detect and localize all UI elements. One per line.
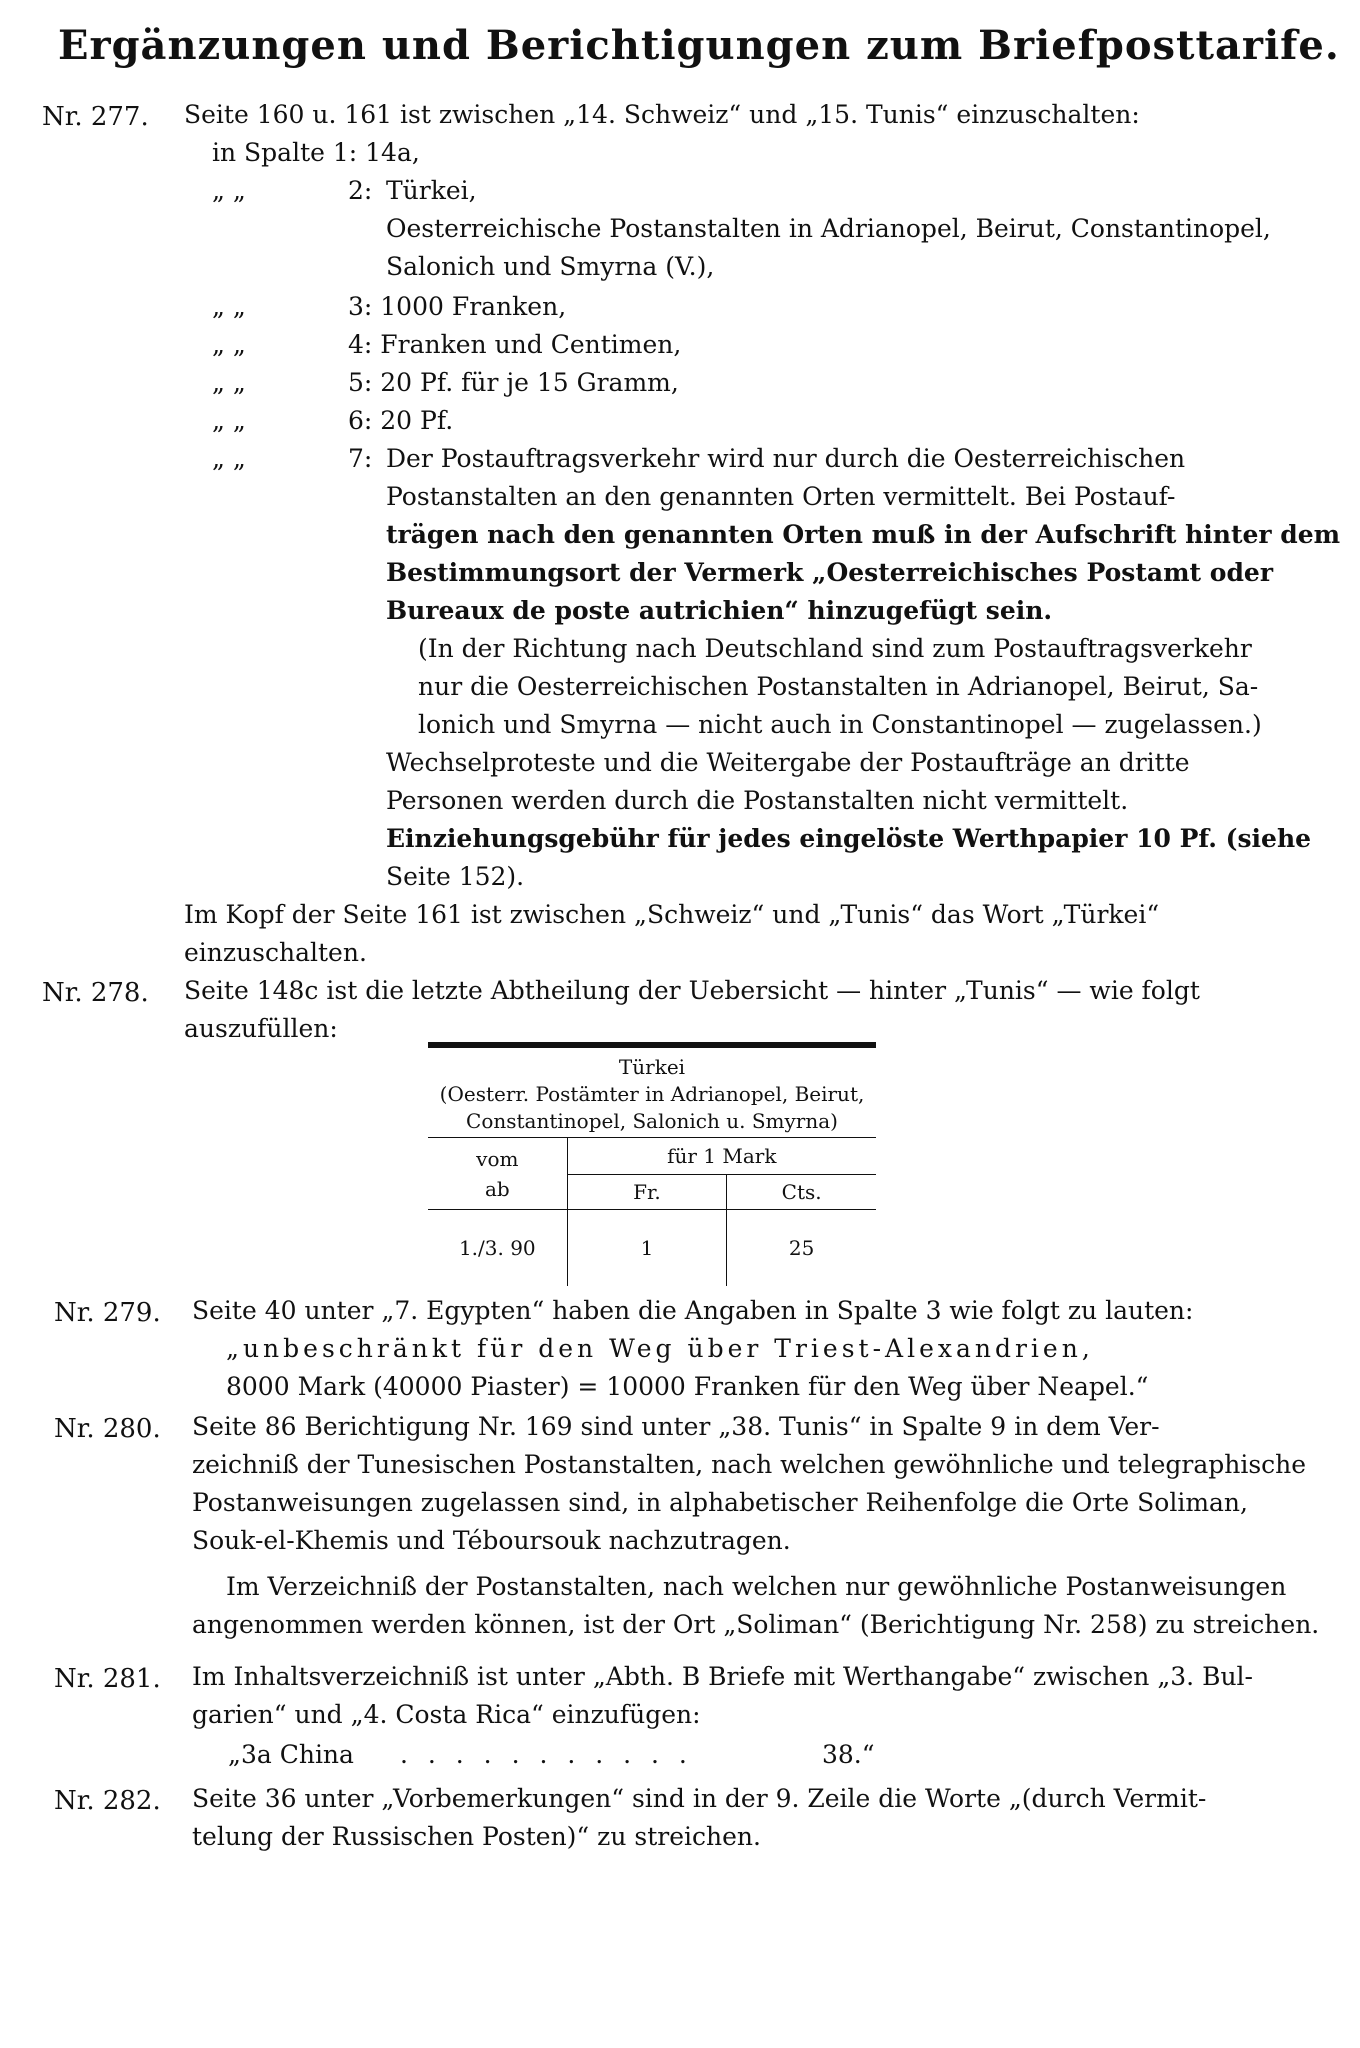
entry-number-277: Nr. 277.: [42, 102, 149, 132]
ditto-mark: „ „: [212, 444, 246, 473]
entry-277-column-2-label: 2:: [348, 176, 373, 205]
entry-280-line: Seite 86 Berichtigung Nr. 169 sind unter „38. Tunis“ in Spalte 9 in dem Ver-: [192, 1412, 1160, 1441]
table-header-note: Constantinopel, Salonich u. Smyrna): [466, 1109, 838, 1133]
entry-277-column-7-line: (In der Richtung nach Deutschland sind zum Postauftragsverkehr: [418, 634, 1252, 663]
entry-277-column-7-line: Bureaux de poste autrichien“ hinzugefügt sein.: [386, 596, 1053, 625]
entry-277-column-7-line: Der Postauftragsverkehr wird nur durch die Oesterreichischen: [386, 444, 1186, 473]
entry-280-line: Postanweisungen zugelassen sind, in alphabetischer Reihenfolge die Orte Soliman,: [192, 1488, 1248, 1517]
entry-281-page-number: 38.“: [822, 1740, 875, 1769]
ditto-mark: „ „: [212, 368, 246, 397]
entry-281-line: Im Inhaltsverzeichniß ist unter „Abth. B Briefe mit Werthangabe“ zwischen „3. Bul-: [192, 1662, 1253, 1691]
entry-279-line: Seite 40 unter „7. Egypten“ haben die Angaben in Spalte 3 wie folgt zu lauten:: [192, 1296, 1194, 1325]
entry-277-column-7-line: Bestimmungsort der Vermerk „Oesterreichisches Postamt oder: [386, 558, 1274, 587]
entry-277-column-7-line: Postanstalten an den genannten Orten vermittelt. Bei Postauf-: [386, 482, 1176, 511]
table-vom-ab-cell: [428, 1138, 567, 1210]
entry-number-278: Nr. 278.: [42, 978, 149, 1008]
entry-277-column-7-label: 7:: [348, 444, 373, 473]
entry-277-intro: Seite 160 u. 161 ist zwischen „14. Schweiz“ und „15. Tunis“ einzuschalten:: [184, 100, 1140, 129]
table-header-cell: [428, 1045, 876, 1138]
entry-277-column-1: in Spalte 1: 14a,: [212, 138, 420, 167]
entry-281-line: garien“ und „4. Costa Rica“ einzufügen:: [192, 1700, 701, 1729]
table-date-value: 1./3. 90: [458, 1236, 536, 1260]
entry-277-column-7-line: Personen werden durch die Postanstalten nicht vermittelt.: [386, 786, 1129, 815]
entry-number-279: Nr. 279.: [54, 1298, 161, 1328]
entry-277-column-7-line: trägen nach den genannten Orten muß in der Aufschrift hinter dem: [386, 520, 1341, 549]
entry-number-282: Nr. 282.: [54, 1786, 161, 1816]
table-francs-value: 1: [567, 1210, 727, 1287]
entry-277-column-7-line: Seite 152).: [386, 862, 525, 891]
ditto-mark: „ „: [212, 176, 246, 205]
table-label-centimes: Cts.: [727, 1175, 876, 1210]
ditto-mark: „ „: [212, 330, 246, 359]
entry-280-line: angenommen werden können, ist der Ort „Soliman“ (Berichtigung Nr. 258) zu streichen.: [192, 1610, 1320, 1639]
entry-277-column-2-line-2: Oesterreichische Postanstalten in Adrianopel, Beirut, Constantinopel,: [386, 214, 1271, 243]
entry-number-280: Nr. 280.: [54, 1414, 161, 1444]
entry-277-column-4: 4: Franken und Centimen,: [348, 330, 682, 359]
entry-277-column-7-line: nur die Oesterreichischen Postanstalten in Adrianopel, Beirut, Sa-: [418, 672, 1259, 701]
entry-281-dot-leader: . . . . . . . . . . .: [400, 1740, 693, 1769]
entry-277-column-7-line: Einziehungsgebühr für jedes eingelöste Werthpapier 10 Pf. (siehe: [386, 824, 1312, 853]
entry-279-line: „unbeschränkt für den Weg über Triest-Alexandrien,: [226, 1334, 1094, 1363]
entry-277-column-2-line-3: Salonich und Smyrna (V.),: [386, 252, 715, 281]
entry-277-kopf-line: Im Kopf der Seite 161 ist zwischen „Schweiz“ und „Tunis“ das Wort „Türkei“: [184, 900, 1160, 929]
entry-278-line: Seite 148c ist die letzte Abtheilung der Uebersicht — hinter „Tunis“ — wie folgt: [184, 976, 1200, 1005]
page-title: Ergänzungen und Berichtigungen zum Briefposttarife.: [58, 22, 1340, 69]
entry-278-line: auszufüllen:: [184, 1014, 338, 1043]
entry-280-line: Souk-el-Khemis und Téboursouk nachzutragen.: [192, 1526, 791, 1555]
table-label-ab: ab: [484, 1176, 510, 1201]
ditto-mark: „ „: [212, 406, 246, 435]
entry-277-column-7-line: Wechselproteste und die Weitergabe der Postaufträge an dritte: [386, 748, 1190, 777]
entry-280-line: zeichniß der Tunesischen Postanstalten, nach welchen gewöhnliche und telegraphische: [192, 1450, 1307, 1479]
entry-282-line: Seite 36 unter „Vorbemerkungen“ sind in der 9. Zeile die Worte „(durch Vermit-: [192, 1784, 1207, 1813]
table-centimes-value: 25: [727, 1210, 876, 1287]
entry-281-china: „3a China: [228, 1740, 354, 1769]
entry-number-281: Nr. 281.: [54, 1664, 161, 1694]
table-label-vom: vom: [476, 1146, 519, 1171]
entry-277-column-2-line-1: Türkei,: [386, 176, 477, 205]
entry-282-line: telung der Russischen Posten)“ zu streichen.: [192, 1822, 761, 1851]
table-header-country: Türkei: [618, 1055, 686, 1079]
entry-279-line: 8000 Mark (40000 Piaster) = 10000 Franken für den Weg über Neapel.“: [226, 1372, 1149, 1401]
entry-277-column-3: 3: 1000 Franken,: [348, 292, 567, 321]
ditto-mark: „ „: [212, 292, 246, 321]
table-header-note: (Oesterr. Postämter in Adrianopel, Beirut,: [439, 1082, 865, 1106]
table-label-francs: Fr.: [567, 1175, 727, 1210]
entry-277-kopf-line: einzuschalten.: [184, 938, 367, 967]
entry-277-column-5: 5: 20 Pf. für je 15 Gramm,: [348, 368, 679, 397]
table-label-fuer-1-mark: für 1 Mark: [567, 1138, 876, 1175]
entry-280-line: Im Verzeichniß der Postanstalten, nach welchen nur gewöhnliche Postanweisungen: [226, 1572, 1287, 1601]
conversion-table: [428, 1042, 876, 1286]
entry-277-column-6: 6: 20 Pf.: [348, 406, 454, 435]
entry-277-column-7-line: lonich und Smyrna — nicht auch in Constantinopel — zugelassen.): [418, 710, 1262, 739]
